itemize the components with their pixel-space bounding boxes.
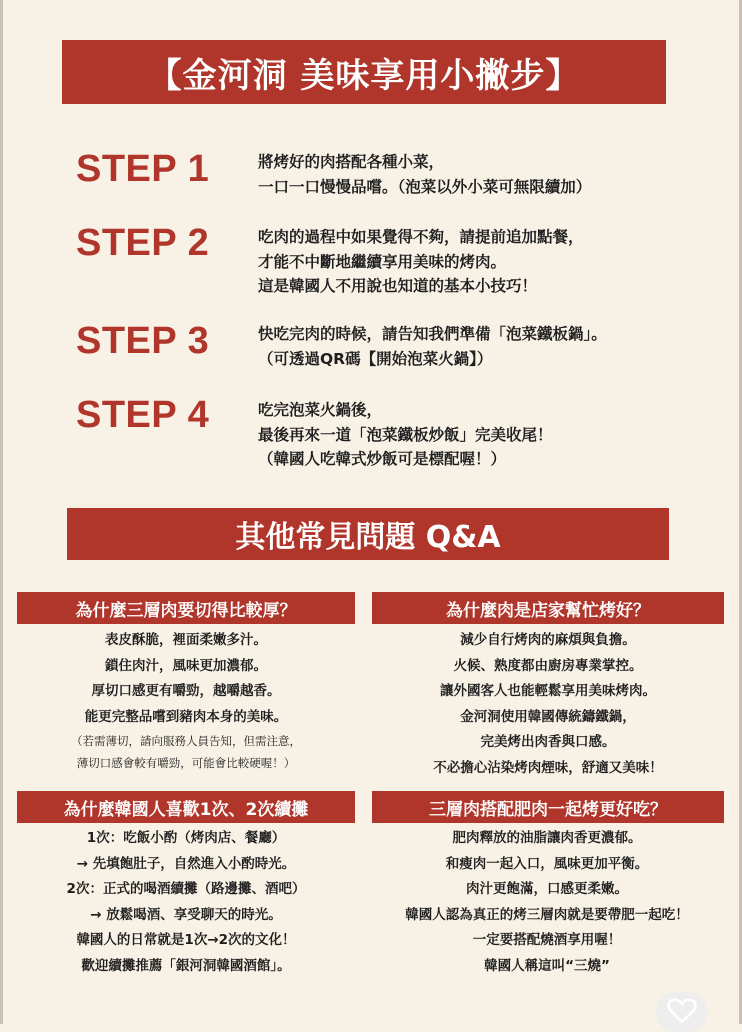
- qa-answer-line: 能更完整品嚐到豬肉本身的美味。: [84, 708, 288, 725]
- qa-answer-line: 鎖住肉汁，風味更加濃郁。: [105, 657, 267, 674]
- qa-answer-line: 不必擔心沾染烤肉煙味，舒適又美味！: [433, 759, 663, 776]
- qa-answer-line: 厚切口感更有嚼勁，越嚼越香。: [91, 683, 281, 700]
- qa-answer-note: 薄切口感會較有嚼勁，可能會比較硬喔！）: [76, 756, 296, 771]
- qa-title: 其他常見問題 Q&A: [235, 520, 501, 555]
- qa-answer-line: 讓外國客人也能輕鬆享用美味烤肉。: [440, 683, 656, 700]
- step-2-line: 才能不中斷地繼續享用美味的烤肉。: [258, 252, 507, 271]
- qa-answer-line: → 先填飽肚子，自然進入小酌時光。: [76, 855, 296, 872]
- step-3-text: [258, 322, 718, 371]
- qa-answer-line: 和瘦肉一起入口，風味更加平衡。: [445, 855, 649, 872]
- qa-question-3: 為什麼韓國人喜歡1次、2次續攤: [17, 791, 355, 823]
- qa-answer-line: 金河洞使用韓國傳統鑄鐵鍋，: [460, 708, 636, 725]
- step-2-label: STEP 2: [76, 222, 210, 264]
- heart-icon: [667, 998, 697, 1024]
- qa-answer-line: 1次：吃飯小酌（烤肉店、餐廳）: [86, 830, 286, 846]
- step-3-label: STEP 3: [76, 320, 210, 362]
- qa-answer-line: 肥肉釋放的油脂讓肉香更濃郁。: [452, 830, 642, 846]
- qa-answer-line: 一定要搭配燒酒享用喔！: [472, 932, 622, 949]
- step-1-line: 一口一口慢慢品嚐。（泡菜以外小菜可無限續加）: [258, 177, 592, 196]
- qa-answer-line: 火候、熟度都由廚房專業掌控。: [453, 657, 643, 674]
- step-4-text: [258, 398, 718, 472]
- step-2-text: [258, 225, 718, 299]
- main-title: 【金河洞 美味享用小撇步】: [147, 55, 581, 96]
- step-1-label: STEP 1: [76, 148, 210, 190]
- like-button[interactable]: [656, 992, 708, 1032]
- qa-answer-line: 表皮酥脆，裡面柔嫩多汁。: [105, 632, 267, 648]
- qa-question-1: 為什麼三層肉要切得比較厚？: [17, 592, 355, 624]
- qa-answer-note: （若需薄切，請向服務人員告知，但需注意，: [71, 734, 301, 749]
- page-border-left: [0, 0, 3, 1024]
- step-1-text: [258, 150, 718, 199]
- qa-answer-line: → 放鬆喝酒、享受聊天的時光。: [90, 906, 282, 923]
- main-title-banner: [62, 40, 666, 104]
- step-4-line: 吃完泡菜火鍋後，: [258, 401, 383, 419]
- qa-question-2: 為什麼肉是店家幫忙烤好？: [372, 592, 724, 624]
- qa-answer-line: 2次：正式的喝酒續攤（路邊攤、酒吧）: [66, 881, 306, 898]
- qa-answer-line: 減少自行烤肉的麻煩與負擔。: [460, 632, 636, 648]
- step-1-line: 將烤好的肉搭配各種小菜，: [258, 153, 445, 171]
- qa-answer-line: 完美烤出肉香與口感。: [480, 734, 616, 751]
- qa-answer-4: [352, 826, 742, 980]
- step-4-line: （韓國人吃韓式炒飯可是標配喔！）: [258, 450, 507, 468]
- step-2-line: 這是韓國人不用說也知道的基本小技巧！: [258, 277, 538, 295]
- qa-answer-line: 歡迎續攤推薦「銀河洞韓國酒館」。: [81, 957, 291, 974]
- step-4-label: STEP 4: [76, 394, 210, 436]
- qa-answer-line: 韓國人稱這叫“三燒”: [484, 957, 610, 974]
- qa-answer-2: [372, 628, 724, 782]
- qa-title-banner: [67, 508, 669, 560]
- qa-answer-line: 韓國人的日常就是1次→2次的文化！: [76, 932, 296, 949]
- step-3-line: 快吃完肉的時候，請告知我們準備「泡菜鐵板鍋」。: [258, 325, 607, 343]
- qa-answer-line: 肉汁更飽滿，口感更柔嫩。: [466, 881, 628, 898]
- step-4-line: 最後再來一道「泡菜鐵板炒飯」完美收尾！: [258, 425, 553, 444]
- qa-answer-3: [17, 826, 355, 980]
- step-2-line: 吃肉的過程中如果覺得不夠，請提前追加點餐，: [258, 228, 584, 246]
- qa-question-4: 三層肉搭配肥肉一起烤更好吃？: [372, 791, 724, 823]
- qa-answer-1: [17, 628, 355, 774]
- step-3-line: （可透過QR碼【開始泡菜火鍋】）: [258, 349, 493, 368]
- qa-answer-line: 韓國人認為真正的烤三層肉就是要帶肥一起吃！: [405, 906, 689, 923]
